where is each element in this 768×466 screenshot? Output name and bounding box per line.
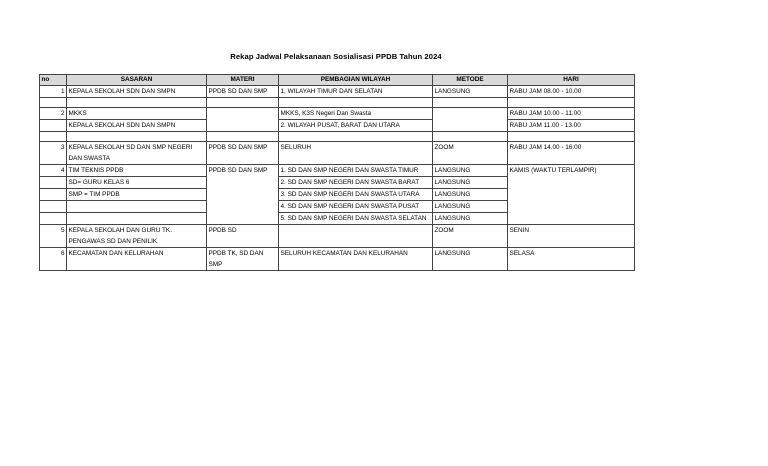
cell-sasaran: KEPALA SEKOLAH SD DAN SMP NEGERI DAN SWASTA <box>67 142 207 165</box>
cell-materi: PPDB SD DAN SMP <box>207 165 279 225</box>
cell-metode <box>433 108 508 132</box>
cell-materi: PPDB SD <box>207 225 279 248</box>
cell-no <box>40 201 67 213</box>
cell-hari: KAMIS (WAKTU TERLAMPIR) <box>508 165 635 225</box>
cell-sasaran: KEPALA SEKOLAH SDN DAN SMPN <box>67 120 207 132</box>
cell-metode: LANGSUNG <box>433 86 508 98</box>
cell-wilayah: SELURUH KECAMATAN DAN KELURAHAN <box>279 248 433 271</box>
schedule-table <box>39 74 635 271</box>
cell-metode: LANGSUNG <box>433 165 508 177</box>
cell-hari: RABU JAM 14.00 - 16.00 <box>508 142 635 165</box>
table-row-empty <box>40 98 635 108</box>
cell-metode: LANGSUNG <box>433 189 508 201</box>
cell-wilayah: 2. SD DAN SMP NEGERI DAN SWASTA BARAT <box>279 177 433 189</box>
cell-materi: PPDB TK, SD DAN SMP <box>207 248 279 271</box>
cell-wilayah: 2. WILAYAH PUSAT, BARAT DAN UTARA <box>279 120 433 132</box>
header-materi: MATERI <box>207 75 279 86</box>
cell-sasaran: TIM TEKNIS PPDB <box>67 165 207 177</box>
page-title: Rekap Jadwal Pelaksanaan Sosialisasi PPDB Tahun 2024 <box>230 52 442 61</box>
cell-hari: SELASA <box>508 248 635 271</box>
cell-wilayah: 4. SD DAN SMP NEGERI DAN SWASTA PUSAT <box>279 201 433 213</box>
cell-empty <box>207 98 279 108</box>
cell-empty <box>508 98 635 108</box>
cell-empty <box>40 132 67 142</box>
cell-no <box>40 213 67 225</box>
cell-metode: ZOOM <box>433 142 508 165</box>
cell-empty <box>433 132 508 142</box>
table-row <box>40 225 635 248</box>
cell-sasaran <box>67 213 207 225</box>
cell-no: 3 <box>40 142 67 165</box>
cell-empty <box>207 132 279 142</box>
header-no: no <box>40 75 67 86</box>
cell-no <box>40 177 67 189</box>
cell-no: 4 <box>40 165 67 177</box>
table-row-empty <box>40 132 635 142</box>
cell-materi <box>207 108 279 132</box>
cell-wilayah: 1. SD DAN SMP NEGERI DAN SWASTA TIMUR <box>279 165 433 177</box>
cell-no: 6 <box>40 248 67 271</box>
cell-sasaran: SD= GURU KELAS 6 <box>67 177 207 189</box>
table-row <box>40 165 635 177</box>
cell-wilayah: 3. SD DAN SMP NEGERI DAN SWASTA UTARA <box>279 189 433 201</box>
cell-wilayah: 1. WILAYAH TIMUR DAN SELATAN <box>279 86 433 98</box>
cell-sasaran: KECAMATAN DAN KELURAHAN <box>67 248 207 271</box>
cell-metode: LANGSUNG <box>433 177 508 189</box>
cell-metode: LANGSUNG <box>433 201 508 213</box>
cell-no <box>40 189 67 201</box>
cell-hari: RABU JAM 11.00 - 13.00 <box>508 120 635 132</box>
cell-metode: LANGSUNG <box>433 213 508 225</box>
table-row <box>40 86 635 98</box>
cell-wilayah <box>279 225 433 248</box>
cell-empty <box>67 132 207 142</box>
header-sasaran: SASARAN <box>67 75 207 86</box>
cell-no <box>40 120 67 132</box>
cell-empty <box>279 98 433 108</box>
cell-sasaran: KEPALA SEKOLAH DAN GURU TK. PENGAWAS SD DAN PENILIK <box>67 225 207 248</box>
header-metode: METODE <box>433 75 508 86</box>
cell-empty <box>67 98 207 108</box>
table-row <box>40 142 635 165</box>
cell-sasaran: SMP = TIM PPDB <box>67 189 207 201</box>
cell-empty <box>40 98 67 108</box>
cell-no: 2 <box>40 108 67 120</box>
cell-metode: ZOOM <box>433 225 508 248</box>
table-header-row <box>40 75 635 86</box>
cell-no: 1 <box>40 86 67 98</box>
header-wilayah: PEMBAGIAN WILAYAH <box>279 75 433 86</box>
cell-empty <box>508 132 635 142</box>
table-row <box>40 108 635 120</box>
cell-no: 5 <box>40 225 67 248</box>
table-row <box>40 120 635 132</box>
cell-wilayah: SELURUH <box>279 142 433 165</box>
cell-metode: LANGSUNG <box>433 248 508 271</box>
cell-wilayah: MKKS, K3S Negeri Dan Swasta <box>279 108 433 120</box>
cell-hari: SENIN <box>508 225 635 248</box>
header-hari: HARI <box>508 75 635 86</box>
table-row <box>40 248 635 271</box>
cell-sasaran <box>67 201 207 213</box>
cell-empty <box>433 98 508 108</box>
cell-materi: PPDB SD DAN SMP <box>207 86 279 98</box>
cell-hari: RABU JAM 10.00 - 11.00 <box>508 108 635 120</box>
cell-sasaran: MKKS <box>67 108 207 120</box>
cell-materi: PPDB SD DAN SMP <box>207 142 279 165</box>
cell-hari: RABU JAM 08.00 - 10.00 <box>508 86 635 98</box>
cell-wilayah: 5. SD DAN SMP NEGERI DAN SWASTA SELATAN <box>279 213 433 225</box>
cell-sasaran: KEPALA SEKOLAH SDN DAN SMPN <box>67 86 207 98</box>
cell-empty <box>279 132 433 142</box>
